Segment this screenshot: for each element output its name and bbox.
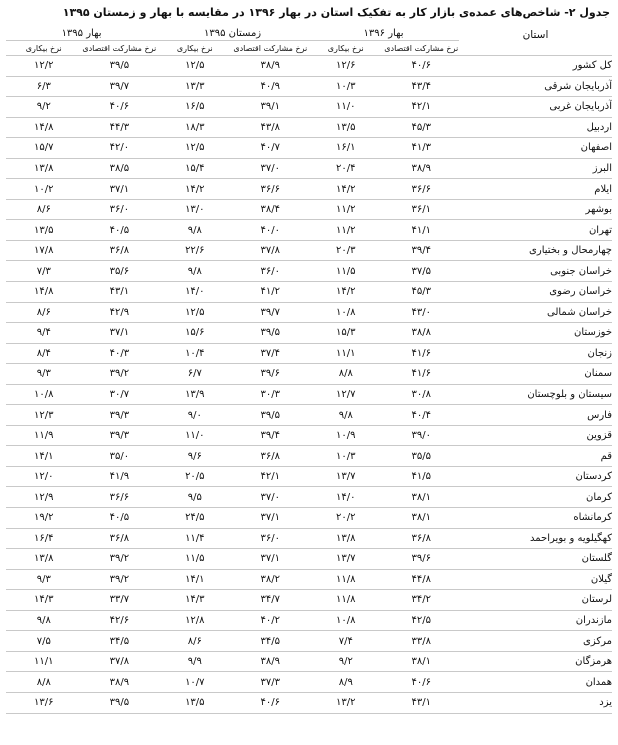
unemployment-rate-cell: ۱۴/۸: [6, 117, 82, 138]
unemployment-rate-cell: ۸/۹: [308, 672, 383, 693]
participation-rate-cell: ۳۷/۵: [384, 261, 459, 282]
participation-rate-cell: ۴۵/۳: [384, 282, 459, 303]
table-row: [6, 446, 612, 467]
participation-rate-cell: ۳۶/۸: [384, 528, 459, 549]
participation-rate-cell: ۴۲/۰: [82, 138, 157, 159]
participation-rate-cell: ۴۱/۱: [384, 220, 459, 241]
participation-rate-cell: ۴۰/۶: [384, 672, 459, 693]
unemployment-rate-cell: ۱۱/۴: [157, 528, 232, 549]
unemployment-rate-cell: ۲۰/۴: [308, 158, 383, 179]
unemployment-rate-cell: ۹/۵: [157, 487, 232, 508]
participation-rate-cell: ۳۹/۱: [233, 97, 308, 118]
table-title: جدول ۲- شاخص‌های عمده‌ی بازار کار به تفکیک استان در بهار ۱۳۹۶ در مقایسه با بهار و زمستان ۱۳۹۵: [62, 6, 610, 19]
unemployment-rate-cell: ۱۲/۲: [6, 56, 82, 77]
table-row: [6, 240, 612, 261]
unemployment-rate-cell: ۲۰/۳: [308, 240, 383, 261]
province-column-header: استان: [459, 26, 612, 56]
participation-rate-cell: ۳۶/۸: [233, 446, 308, 467]
province-name: تهران: [459, 220, 612, 241]
participation-rate-cell: ۳۹/۳: [82, 425, 157, 446]
subheader-unemployment-rate: نرخ بیکاری: [308, 41, 383, 56]
table-row: [6, 384, 612, 405]
unemployment-rate-cell: ۱۳/۵: [308, 117, 383, 138]
participation-rate-cell: ۴۳/۰: [384, 302, 459, 323]
participation-rate-cell: ۳۴/۲: [384, 590, 459, 611]
unemployment-rate-cell: ۱۴/۰: [157, 282, 232, 303]
participation-rate-cell: ۴۰/۶: [384, 56, 459, 77]
unemployment-rate-cell: ۸/۸: [308, 364, 383, 385]
province-name: یزد: [459, 692, 612, 713]
unemployment-rate-cell: ۱۳/۷: [308, 549, 383, 570]
table-row: [6, 76, 612, 97]
participation-rate-cell: ۳۷/۸: [82, 651, 157, 672]
participation-rate-cell: ۳۷/۱: [233, 508, 308, 529]
table-row: [6, 549, 612, 570]
participation-rate-cell: ۴۱/۳: [384, 138, 459, 159]
unemployment-rate-cell: ۱۲/۳: [6, 405, 82, 426]
participation-rate-cell: ۳۸/۹: [384, 158, 459, 179]
participation-rate-cell: ۳۸/۹: [233, 651, 308, 672]
participation-rate-cell: ۳۷/۰: [233, 158, 308, 179]
unemployment-rate-cell: ۱۱/۵: [308, 261, 383, 282]
participation-rate-cell: ۳۹/۳: [82, 405, 157, 426]
unemployment-rate-cell: ۹/۸: [157, 220, 232, 241]
unemployment-rate-cell: ۷/۵: [6, 631, 82, 652]
participation-rate-cell: ۳۸/۸: [384, 323, 459, 344]
unemployment-rate-cell: ۶/۷: [157, 364, 232, 385]
participation-rate-cell: ۴۱/۵: [384, 466, 459, 487]
participation-rate-cell: ۳۳/۷: [82, 590, 157, 611]
table-row: [6, 138, 612, 159]
participation-rate-cell: ۴۴/۳: [82, 117, 157, 138]
participation-rate-cell: ۴۰/۵: [82, 220, 157, 241]
table-row: [6, 672, 612, 693]
participation-rate-cell: ۳۶/۶: [384, 179, 459, 200]
participation-rate-cell: ۳۷/۱: [82, 323, 157, 344]
participation-rate-cell: ۳۰/۷: [82, 384, 157, 405]
group-header-winter-1395: زمستان ۱۳۹۵: [157, 26, 308, 41]
participation-rate-cell: ۳۸/۱: [384, 487, 459, 508]
participation-rate-cell: ۴۰/۰: [233, 220, 308, 241]
participation-rate-cell: ۳۶/۶: [233, 179, 308, 200]
unemployment-rate-cell: ۱۱/۰: [308, 97, 383, 118]
participation-rate-cell: ۳۷/۱: [233, 549, 308, 570]
participation-rate-cell: ۳۹/۲: [82, 364, 157, 385]
unemployment-rate-cell: ۱۱/۹: [6, 425, 82, 446]
participation-rate-cell: ۳۹/۲: [82, 569, 157, 590]
participation-rate-cell: ۴۰/۷: [233, 138, 308, 159]
labor-market-table: [6, 26, 612, 714]
unemployment-rate-cell: ۱۵/۶: [157, 323, 232, 344]
participation-rate-cell: ۴۲/۹: [82, 302, 157, 323]
province-name: هرمزگان: [459, 651, 612, 672]
unemployment-rate-cell: ۶/۳: [6, 76, 82, 97]
unemployment-rate-cell: ۱۱/۱: [6, 651, 82, 672]
unemployment-rate-cell: ۱۴/۰: [308, 487, 383, 508]
participation-rate-cell: ۳۹/۵: [233, 323, 308, 344]
participation-rate-cell: ۳۸/۹: [233, 56, 308, 77]
unemployment-rate-cell: ۱۸/۳: [157, 117, 232, 138]
participation-rate-cell: ۳۹/۵: [233, 405, 308, 426]
province-name: مرکزی: [459, 631, 612, 652]
province-name: مازندران: [459, 610, 612, 631]
table-row: [6, 302, 612, 323]
table-row: [6, 158, 612, 179]
province-name: آذربایجان شرقی: [459, 76, 612, 97]
unemployment-rate-cell: ۱۳/۳: [157, 76, 232, 97]
subheader-participation-rate: نرخ مشارکت اقتصادی: [82, 41, 157, 56]
unemployment-rate-cell: ۱۴/۳: [6, 590, 82, 611]
participation-rate-cell: ۴۰/۹: [233, 76, 308, 97]
table-row: [6, 610, 612, 631]
subheader-unemployment-rate: نرخ بیکاری: [6, 41, 82, 56]
unemployment-rate-cell: ۱۰/۴: [157, 343, 232, 364]
participation-rate-cell: ۳۶/۸: [82, 528, 157, 549]
participation-rate-cell: ۳۹/۶: [233, 364, 308, 385]
unemployment-rate-cell: ۲۴/۵: [157, 508, 232, 529]
participation-rate-cell: ۴۰/۶: [82, 97, 157, 118]
unemployment-rate-cell: ۱۲/۸: [157, 610, 232, 631]
province-name: قم: [459, 446, 612, 467]
unemployment-rate-cell: ۱۳/۷: [308, 466, 383, 487]
unemployment-rate-cell: ۱۲/۵: [157, 302, 232, 323]
unemployment-rate-cell: ۱۳/۹: [157, 384, 232, 405]
participation-rate-cell: ۳۴/۷: [233, 590, 308, 611]
participation-rate-cell: ۴۱/۶: [384, 343, 459, 364]
province-name: فارس: [459, 405, 612, 426]
table-row: [6, 631, 612, 652]
province-name: البرز: [459, 158, 612, 179]
province-name: گلستان: [459, 549, 612, 570]
unemployment-rate-cell: ۸/۶: [6, 199, 82, 220]
participation-rate-cell: ۳۸/۴: [233, 199, 308, 220]
participation-rate-cell: ۳۸/۱: [384, 508, 459, 529]
province-name: آذربایجان غربی: [459, 97, 612, 118]
participation-rate-cell: ۳۸/۲: [233, 569, 308, 590]
unemployment-rate-cell: ۱۵/۴: [157, 158, 232, 179]
unemployment-rate-cell: ۱۳/۶: [6, 692, 82, 713]
participation-rate-cell: ۳۹/۵: [82, 56, 157, 77]
participation-rate-cell: ۴۳/۱: [82, 282, 157, 303]
table-row: [6, 466, 612, 487]
unemployment-rate-cell: ۹/۸: [6, 610, 82, 631]
table-row: [6, 569, 612, 590]
unemployment-rate-cell: ۹/۶: [157, 446, 232, 467]
province-name: سمنان: [459, 364, 612, 385]
table-row: [6, 508, 612, 529]
unemployment-rate-cell: ۱۲/۹: [6, 487, 82, 508]
participation-rate-cell: ۳۶/۱: [384, 199, 459, 220]
unemployment-rate-cell: ۷/۴: [308, 631, 383, 652]
table-row: [6, 199, 612, 220]
unemployment-rate-cell: ۹/۴: [6, 323, 82, 344]
participation-rate-cell: ۴۱/۶: [384, 364, 459, 385]
participation-rate-cell: ۳۷/۸: [233, 240, 308, 261]
province-name: کل کشور: [459, 56, 612, 77]
unemployment-rate-cell: ۲۰/۵: [157, 466, 232, 487]
province-name: اردبیل: [459, 117, 612, 138]
province-name: سیستان و بلوچستان: [459, 384, 612, 405]
table-row: [6, 364, 612, 385]
unemployment-rate-cell: ۱۰/۲: [6, 179, 82, 200]
participation-rate-cell: ۴۲/۶: [82, 610, 157, 631]
unemployment-rate-cell: ۱۴/۲: [308, 179, 383, 200]
participation-rate-cell: ۴۴/۸: [384, 569, 459, 590]
province-name: کرمانشاه: [459, 508, 612, 529]
unemployment-rate-cell: ۹/۰: [157, 405, 232, 426]
table-row: [6, 343, 612, 364]
unemployment-rate-cell: ۱۴/۲: [308, 282, 383, 303]
unemployment-rate-cell: ۹/۲: [6, 97, 82, 118]
participation-rate-cell: ۳۶/۰: [233, 528, 308, 549]
participation-rate-cell: ۳۹/۲: [82, 549, 157, 570]
unemployment-rate-cell: ۱۴/۳: [157, 590, 232, 611]
province-name: ایلام: [459, 179, 612, 200]
unemployment-rate-cell: ۹/۳: [6, 569, 82, 590]
unemployment-rate-cell: ۱۳/۸: [6, 158, 82, 179]
participation-rate-cell: ۴۳/۴: [384, 76, 459, 97]
participation-rate-cell: ۳۶/۸: [82, 240, 157, 261]
unemployment-rate-cell: ۱۰/۳: [308, 446, 383, 467]
participation-rate-cell: ۳۹/۶: [384, 549, 459, 570]
unemployment-rate-cell: ۱۱/۱: [308, 343, 383, 364]
participation-rate-cell: ۴۰/۶: [233, 692, 308, 713]
unemployment-rate-cell: ۱۳/۸: [308, 528, 383, 549]
province-name: زنجان: [459, 343, 612, 364]
unemployment-rate-cell: ۸/۶: [157, 631, 232, 652]
province-name: قزوین: [459, 425, 612, 446]
table-row: [6, 56, 612, 77]
participation-rate-cell: ۴۲/۱: [384, 97, 459, 118]
province-name: کرمان: [459, 487, 612, 508]
subheader-participation-rate: نرخ مشارکت اقتصادی: [233, 41, 308, 56]
province-name: خراسان شمالی: [459, 302, 612, 323]
province-name: بوشهر: [459, 199, 612, 220]
participation-rate-cell: ۳۹/۴: [233, 425, 308, 446]
participation-rate-cell: ۴۱/۹: [82, 466, 157, 487]
unemployment-rate-cell: ۱۵/۳: [308, 323, 383, 344]
province-name: کهگیلویه و بویراحمد: [459, 528, 612, 549]
participation-rate-cell: ۳۸/۱: [384, 651, 459, 672]
participation-rate-cell: ۳۰/۸: [384, 384, 459, 405]
participation-rate-cell: ۳۹/۷: [233, 302, 308, 323]
unemployment-rate-cell: ۱۱/۵: [157, 549, 232, 570]
table-row: [6, 323, 612, 344]
unemployment-rate-cell: ۱۳/۵: [157, 692, 232, 713]
unemployment-rate-cell: ۹/۸: [308, 405, 383, 426]
participation-rate-cell: ۳۸/۹: [82, 672, 157, 693]
participation-rate-cell: ۴۰/۴: [384, 405, 459, 426]
unemployment-rate-cell: ۱۲/۰: [6, 466, 82, 487]
province-name: چهارمحال و بختیاری: [459, 240, 612, 261]
table-row: [6, 425, 612, 446]
unemployment-rate-cell: ۱۶/۵: [157, 97, 232, 118]
province-name: خراسان رضوی: [459, 282, 612, 303]
table-row: [6, 487, 612, 508]
participation-rate-cell: ۴۱/۲: [233, 282, 308, 303]
table-row: [6, 692, 612, 713]
participation-rate-cell: ۳۵/۶: [82, 261, 157, 282]
unemployment-rate-cell: ۱۳/۲: [308, 692, 383, 713]
unemployment-rate-cell: ۲۲/۶: [157, 240, 232, 261]
unemployment-rate-cell: ۱۶/۴: [6, 528, 82, 549]
unemployment-rate-cell: ۱۲/۶: [308, 56, 383, 77]
province-name: همدان: [459, 672, 612, 693]
unemployment-rate-cell: ۱۰/۸: [6, 384, 82, 405]
unemployment-rate-cell: ۱۴/۸: [6, 282, 82, 303]
unemployment-rate-cell: ۹/۸: [157, 261, 232, 282]
province-name: خراسان جنوبی: [459, 261, 612, 282]
unemployment-rate-cell: ۱۱/۰: [157, 425, 232, 446]
table-row: [6, 117, 612, 138]
unemployment-rate-cell: ۹/۹: [157, 651, 232, 672]
participation-rate-cell: ۳۶/۰: [233, 261, 308, 282]
participation-rate-cell: ۳۶/۶: [82, 487, 157, 508]
group-header-spring-1395: بهار ۱۳۹۵: [6, 26, 157, 41]
table-row: [6, 261, 612, 282]
unemployment-rate-cell: ۱۰/۸: [308, 302, 383, 323]
unemployment-rate-cell: ۸/۶: [6, 302, 82, 323]
table-row: [6, 220, 612, 241]
participation-rate-cell: ۳۶/۰: [82, 199, 157, 220]
unemployment-rate-cell: ۱۰/۳: [308, 76, 383, 97]
participation-rate-cell: ۳۸/۵: [82, 158, 157, 179]
group-header-spring-1396: بهار ۱۳۹۶: [308, 26, 459, 41]
province-name: گیلان: [459, 569, 612, 590]
province-name: کردستان: [459, 466, 612, 487]
unemployment-rate-cell: ۱۷/۸: [6, 240, 82, 261]
unemployment-rate-cell: ۱۳/۸: [6, 549, 82, 570]
participation-rate-cell: ۴۰/۵: [82, 508, 157, 529]
unemployment-rate-cell: ۱۳/۰: [157, 199, 232, 220]
participation-rate-cell: ۳۵/۰: [82, 446, 157, 467]
participation-rate-cell: ۳۴/۵: [82, 631, 157, 652]
table-row: [6, 405, 612, 426]
participation-rate-cell: ۳۷/۴: [233, 343, 308, 364]
unemployment-rate-cell: ۱۲/۵: [157, 56, 232, 77]
unemployment-rate-cell: ۱۱/۸: [308, 569, 383, 590]
participation-rate-cell: ۳۷/۱: [82, 179, 157, 200]
unemployment-rate-cell: ۹/۲: [308, 651, 383, 672]
unemployment-rate-cell: ۱۰/۹: [308, 425, 383, 446]
table-row: [6, 97, 612, 118]
participation-rate-cell: ۳۹/۵: [82, 692, 157, 713]
province-name: خوزستان: [459, 323, 612, 344]
unemployment-rate-cell: ۱۵/۷: [6, 138, 82, 159]
participation-rate-cell: ۳۵/۵: [384, 446, 459, 467]
participation-rate-cell: ۳۳/۸: [384, 631, 459, 652]
participation-rate-cell: ۴۲/۵: [384, 610, 459, 631]
unemployment-rate-cell: ۱۳/۵: [6, 220, 82, 241]
unemployment-rate-cell: ۱۲/۵: [157, 138, 232, 159]
participation-rate-cell: ۴۳/۸: [233, 117, 308, 138]
unemployment-rate-cell: ۱۴/۲: [157, 179, 232, 200]
unemployment-rate-cell: ۱۰/۷: [157, 672, 232, 693]
unemployment-rate-cell: ۷/۳: [6, 261, 82, 282]
participation-rate-cell: ۴۰/۲: [233, 610, 308, 631]
participation-rate-cell: ۴۳/۱: [384, 692, 459, 713]
table-row: [6, 282, 612, 303]
participation-rate-cell: ۳۹/۷: [82, 76, 157, 97]
unemployment-rate-cell: ۱۱/۸: [308, 590, 383, 611]
table-row: [6, 651, 612, 672]
province-name: اصفهان: [459, 138, 612, 159]
unemployment-rate-cell: ۱۴/۱: [6, 446, 82, 467]
province-name: لرستان: [459, 590, 612, 611]
table-row: [6, 528, 612, 549]
unemployment-rate-cell: ۱۱/۲: [308, 199, 383, 220]
participation-rate-cell: ۳۷/۳: [233, 672, 308, 693]
participation-rate-cell: ۳۰/۳: [233, 384, 308, 405]
table-row: [6, 590, 612, 611]
table-row: [6, 179, 612, 200]
unemployment-rate-cell: ۱۹/۲: [6, 508, 82, 529]
participation-rate-cell: ۳۹/۰: [384, 425, 459, 446]
participation-rate-cell: ۴۰/۳: [82, 343, 157, 364]
unemployment-rate-cell: ۲۰/۲: [308, 508, 383, 529]
participation-rate-cell: ۴۵/۳: [384, 117, 459, 138]
unemployment-rate-cell: ۱۴/۱: [157, 569, 232, 590]
unemployment-rate-cell: ۱۲/۷: [308, 384, 383, 405]
unemployment-rate-cell: ۸/۸: [6, 672, 82, 693]
unemployment-rate-cell: ۹/۳: [6, 364, 82, 385]
subheader-participation-rate: نرخ مشارکت اقتصادی: [384, 41, 459, 56]
subheader-unemployment-rate: نرخ بیکاری: [157, 41, 232, 56]
participation-rate-cell: ۴۲/۱: [233, 466, 308, 487]
unemployment-rate-cell: ۱۰/۸: [308, 610, 383, 631]
participation-rate-cell: ۳۹/۴: [384, 240, 459, 261]
unemployment-rate-cell: ۱۱/۲: [308, 220, 383, 241]
participation-rate-cell: ۳۷/۰: [233, 487, 308, 508]
participation-rate-cell: ۳۴/۵: [233, 631, 308, 652]
unemployment-rate-cell: ۸/۴: [6, 343, 82, 364]
unemployment-rate-cell: ۱۶/۱: [308, 138, 383, 159]
